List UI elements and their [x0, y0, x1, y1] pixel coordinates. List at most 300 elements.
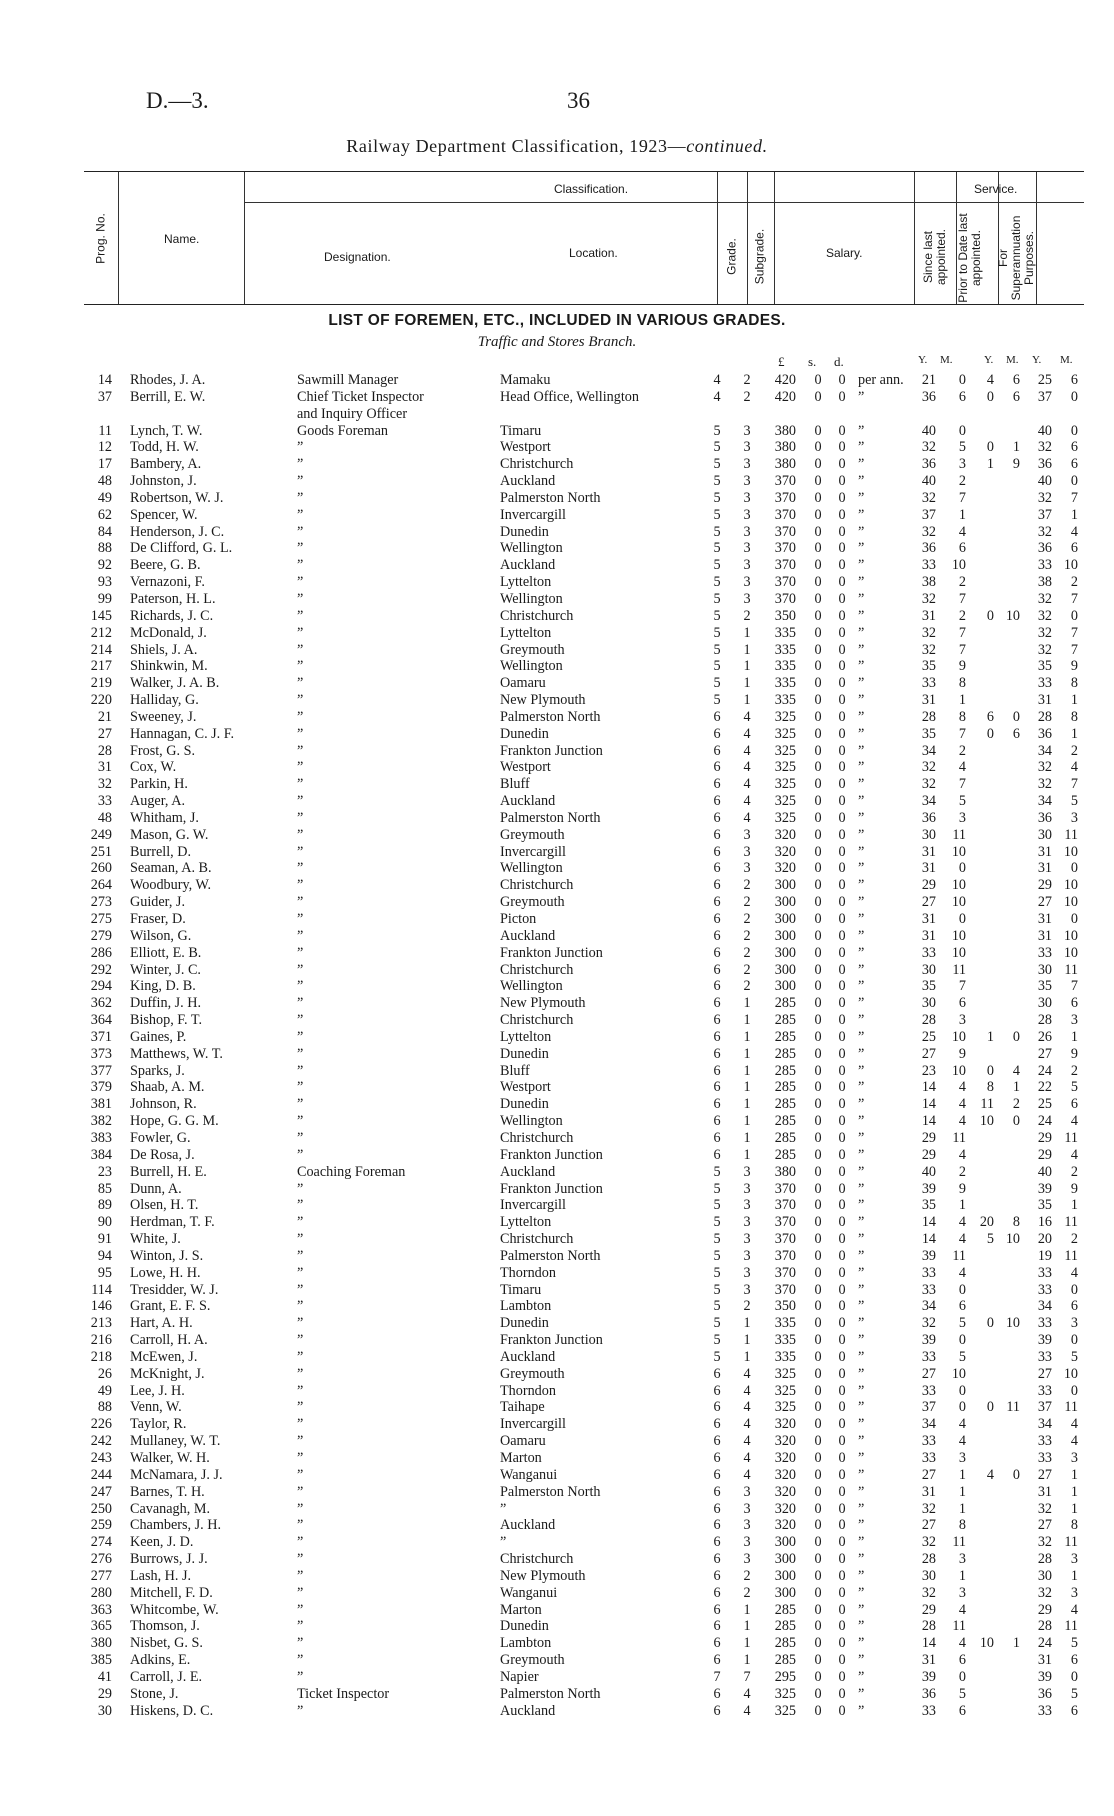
table-row	[0, 389, 1114, 406]
subgrade: 1	[743, 1045, 751, 1062]
header-superannuation: For Superannuation Purposes.	[996, 215, 1036, 301]
grade: 5	[713, 439, 721, 456]
designation: and Inquiry Officer	[297, 405, 408, 422]
salary-pounds: 320	[774, 1416, 796, 1433]
header-prior-to-date: Prior to Date last appointed.	[956, 213, 983, 303]
staff-name: Carroll, J. E.	[130, 1668, 203, 1685]
super-years: 26	[1037, 1028, 1052, 1045]
since-last-months: 9	[958, 1180, 966, 1197]
prog-no: 292	[90, 961, 112, 978]
grade: 6	[713, 1601, 721, 1618]
since-last-months: 10	[951, 894, 966, 911]
super-months: 0	[1070, 1668, 1078, 1685]
designation: ”	[297, 1281, 304, 1298]
super-months: 10	[1063, 1365, 1078, 1382]
prog-no: 274	[90, 1534, 112, 1551]
salary-pence: 0	[838, 1062, 846, 1079]
salary-pounds: 325	[774, 742, 796, 759]
salary-pence: 0	[838, 422, 846, 439]
super-months: 6	[1070, 1298, 1078, 1315]
salary-period: ”	[858, 692, 865, 709]
super-months: 8	[1070, 675, 1078, 692]
prog-no: 89	[97, 1197, 112, 1214]
super-years: 34	[1037, 793, 1052, 810]
table-row	[0, 1585, 1114, 1602]
grade: 6	[713, 860, 721, 877]
super-years: 27	[1037, 1365, 1052, 1382]
location: Oamaru	[500, 675, 546, 692]
salary-pounds: 325	[774, 809, 796, 826]
salary-shillings: 0	[814, 1365, 822, 1382]
prog-no: 380	[90, 1635, 112, 1652]
since-last-months: 10	[951, 927, 966, 944]
header-grade: Grade.	[724, 238, 739, 275]
subgrade: 4	[743, 742, 751, 759]
location: Christchurch	[500, 607, 574, 624]
grade: 6	[713, 793, 721, 810]
salary-pounds: 370	[774, 523, 796, 540]
staff-name: White, J.	[130, 1231, 181, 1248]
since-last-months: 0	[958, 1281, 966, 1298]
designation: ”	[297, 995, 304, 1012]
salary-pounds: 320	[774, 1483, 796, 1500]
since-last-months: 11	[952, 1618, 966, 1635]
salary-shillings: 0	[814, 995, 822, 1012]
super-years: 35	[1037, 978, 1052, 995]
designation: ”	[297, 641, 304, 658]
designation: ”	[297, 809, 304, 826]
salary-shillings: 0	[814, 1483, 822, 1500]
table-row	[0, 1147, 1114, 1164]
prog-no: 277	[90, 1567, 112, 1584]
since-last-years: 27	[921, 1365, 936, 1382]
salary-period: ”	[858, 1247, 865, 1264]
grade: 6	[713, 927, 721, 944]
location: Palmerston North	[500, 1483, 601, 1500]
since-last-months: 3	[958, 1450, 966, 1466]
salary-pence: 0	[838, 877, 846, 894]
salary-pence: 0	[838, 641, 846, 658]
super-years: 32	[1037, 776, 1052, 793]
prog-no: 373	[90, 1045, 112, 1062]
salary-pounds: 320	[774, 1500, 796, 1517]
staff-name: Burrell, D.	[130, 843, 192, 860]
designation: ”	[297, 776, 304, 793]
super-months: 0	[1070, 422, 1078, 439]
since-last-months: 10	[951, 944, 966, 961]
grade: 6	[713, 1584, 721, 1601]
super-years: 33	[1037, 1433, 1052, 1450]
grade: 6	[713, 843, 721, 860]
since-last-years: 39	[921, 1247, 936, 1264]
salary-pence: 0	[838, 1635, 846, 1652]
table-row	[0, 1164, 1114, 1181]
prog-no: 280	[90, 1584, 112, 1601]
salary-pounds: 295	[774, 1668, 796, 1685]
super-years: 27	[1037, 894, 1052, 911]
since-last-years: 33	[921, 1281, 936, 1298]
super-months: 8	[1070, 1517, 1078, 1534]
salary-pounds: 370	[774, 1264, 796, 1281]
since-last-months: 7	[958, 725, 966, 742]
prior-years: 0	[986, 439, 994, 456]
salary-pounds: 370	[774, 574, 796, 591]
super-years: 27	[1037, 1045, 1052, 1062]
staff-name: Elliott, E. B.	[130, 944, 202, 961]
prog-no: 212	[90, 624, 112, 641]
prog-no: 244	[90, 1466, 112, 1483]
salary-shillings: 0	[814, 1298, 822, 1315]
grade: 6	[713, 961, 721, 978]
staff-name: King, D. B.	[130, 978, 196, 995]
salary-pence: 0	[838, 944, 846, 961]
super-months: 10	[1063, 557, 1078, 574]
salary-period: ”	[858, 1348, 865, 1365]
since-last-years: 31	[921, 607, 936, 624]
salary-period: ”	[858, 759, 865, 776]
since-last-months: 11	[952, 1129, 966, 1146]
since-last-months: 2	[958, 742, 966, 759]
salary-shillings: 0	[814, 574, 822, 591]
since-last-months: 4	[958, 1096, 966, 1113]
salary-pounds: 335	[774, 624, 796, 641]
location: ”	[500, 1534, 507, 1551]
super-months: 6	[1070, 1096, 1078, 1113]
prog-no: 23	[97, 1163, 112, 1180]
staff-name: Whitcombe, W.	[130, 1601, 219, 1618]
grade: 6	[713, 1382, 721, 1399]
salary-pounds: 335	[774, 1315, 796, 1332]
super-years: 35	[1037, 1197, 1052, 1214]
location: Christchurch	[500, 877, 574, 894]
prog-no: 362	[90, 995, 112, 1012]
salary-shillings: 0	[814, 422, 822, 439]
since-last-years: 14	[921, 1214, 936, 1231]
grade: 5	[713, 1315, 721, 1332]
salary-period: ”	[858, 1096, 865, 1113]
super-months: 0	[1070, 607, 1078, 624]
since-last-months: 3	[958, 1551, 966, 1568]
super-years: 38	[1037, 574, 1052, 591]
subgrade: 4	[743, 725, 751, 742]
salary-pounds: 320	[774, 826, 796, 843]
super-months: 11	[1064, 826, 1078, 843]
super-years: 31	[1037, 927, 1052, 944]
salary-pence: 0	[838, 911, 846, 927]
designation: ”	[297, 590, 304, 607]
subgrade: 4	[743, 1450, 751, 1466]
salary-period: ”	[858, 1500, 865, 1517]
since-last-months: 7	[958, 624, 966, 641]
salary-shillings: 0	[814, 1348, 822, 1365]
salary-period: ”	[858, 1618, 865, 1635]
salary-pounds: 370	[774, 1197, 796, 1214]
staff-name: Bishop, F. T.	[130, 1012, 203, 1029]
subgrade: 4	[743, 776, 751, 793]
table-row	[0, 1686, 1114, 1703]
prior-months: 6	[1012, 388, 1020, 405]
salary-period: ”	[858, 978, 865, 995]
subgrade: 4	[743, 1416, 751, 1433]
designation: ”	[297, 1382, 304, 1399]
since-last-years: 14	[921, 1635, 936, 1652]
prog-no: 251	[90, 843, 112, 860]
location: Wellington	[500, 1113, 563, 1130]
location: Palmerston North	[500, 1247, 601, 1264]
location: Timaru	[500, 1281, 542, 1298]
since-last-years: 25	[921, 1028, 936, 1045]
since-last-months: 9	[958, 658, 966, 675]
since-last-years: 35	[921, 1197, 936, 1214]
location: Westport	[500, 759, 551, 776]
salary-pounds: 370	[774, 1180, 796, 1197]
salary-pence: 0	[838, 574, 846, 591]
grade: 5	[713, 1197, 721, 1214]
designation: ”	[297, 1197, 304, 1214]
designation: ”	[297, 574, 304, 591]
super-months: 0	[1070, 473, 1078, 490]
salary-pounds: 370	[774, 1281, 796, 1298]
salary-period: ”	[858, 1567, 865, 1584]
location: Marton	[500, 1601, 542, 1618]
super-months: 2	[1070, 1231, 1078, 1248]
table-row	[0, 1282, 1114, 1299]
location: Auckland	[500, 793, 556, 810]
salary-pence: 0	[838, 607, 846, 624]
since-last-years: 34	[921, 1416, 936, 1433]
prog-no: 31	[97, 759, 112, 776]
salary-shillings: 0	[814, 1332, 822, 1349]
super-months: 11	[1064, 1534, 1078, 1551]
salary-period: ”	[858, 1129, 865, 1146]
table-row	[0, 962, 1114, 979]
salary-shillings: 0	[814, 439, 822, 456]
salary-pence: 0	[838, 826, 846, 843]
salary-period: ”	[858, 1079, 865, 1096]
prior-months: 0	[1012, 1113, 1020, 1130]
super-years: 30	[1037, 826, 1052, 843]
salary-period: ”	[858, 1264, 865, 1281]
salary-pence: 0	[838, 1668, 846, 1685]
since-last-years: 35	[921, 978, 936, 995]
prog-no: 28	[97, 742, 112, 759]
salary-shillings: 0	[814, 961, 822, 978]
designation: ”	[297, 911, 304, 927]
salary-period: ”	[858, 1315, 865, 1332]
table-row	[0, 995, 1114, 1012]
designation: ”	[297, 1702, 304, 1719]
salary-period: ”	[858, 944, 865, 961]
salary-pence: 0	[838, 372, 846, 388]
salary-pence: 0	[838, 624, 846, 641]
table-row	[0, 642, 1114, 659]
table-row	[0, 692, 1114, 709]
salary-pounds: 325	[774, 759, 796, 776]
salary-shillings: 0	[814, 1534, 822, 1551]
prog-no: 243	[90, 1450, 112, 1466]
designation: ”	[297, 692, 304, 709]
super-years: 37	[1037, 506, 1052, 523]
salary-shillings: 0	[814, 456, 822, 473]
salary-shillings: 0	[814, 1012, 822, 1029]
super-years: 29	[1037, 1146, 1052, 1163]
salary-shillings: 0	[814, 911, 822, 927]
super-months: 6	[1070, 1652, 1078, 1669]
since-last-years: 23	[921, 1062, 936, 1079]
since-last-years: 33	[921, 1433, 936, 1450]
super-months: 11	[1064, 961, 1078, 978]
salary-pence: 0	[838, 1450, 846, 1466]
salary-pounds: 335	[774, 675, 796, 692]
prog-no: 219	[90, 675, 112, 692]
designation: ”	[297, 1365, 304, 1382]
designation: ”	[297, 624, 304, 641]
designation: Ticket Inspector	[297, 1685, 390, 1702]
header-designation: Designation.	[324, 250, 391, 264]
location: Christchurch	[500, 1129, 574, 1146]
since-last-years: 40	[921, 473, 936, 490]
prior-months: 6	[1012, 725, 1020, 742]
designation: ”	[297, 540, 304, 557]
salary-shillings: 0	[814, 1028, 822, 1045]
location: Invercargill	[500, 506, 566, 523]
subgrade: 3	[743, 473, 751, 490]
since-last-years: 27	[921, 1517, 936, 1534]
super-years: 36	[1037, 456, 1052, 473]
subgrade: 1	[743, 1113, 751, 1130]
super-months: 3	[1070, 809, 1078, 826]
subgrade: 3	[743, 1264, 751, 1281]
staff-name: Herdman, T. F.	[130, 1214, 215, 1231]
since-last-months: 6	[958, 388, 966, 405]
designation: ”	[297, 1062, 304, 1079]
since-last-months: 1	[958, 1500, 966, 1517]
grade: 6	[713, 742, 721, 759]
super-years: 39	[1037, 1332, 1052, 1349]
grade: 6	[713, 759, 721, 776]
since-last-months: 3	[958, 1012, 966, 1029]
prog-no: 279	[90, 927, 112, 944]
grade: 6	[713, 1551, 721, 1568]
table-row	[0, 776, 1114, 793]
super-years: 30	[1037, 1567, 1052, 1584]
staff-name: Vernazoni, F.	[130, 574, 205, 591]
prior-months: 8	[1012, 1214, 1020, 1231]
unit-months-since: M.	[940, 354, 953, 366]
designation: ”	[297, 1517, 304, 1534]
since-last-years: 33	[921, 1264, 936, 1281]
since-last-months: 10	[951, 843, 966, 860]
salary-pounds: 300	[774, 877, 796, 894]
salary-pence: 0	[838, 1534, 846, 1551]
since-last-years: 32	[921, 1584, 936, 1601]
prog-no: 48	[97, 473, 112, 490]
salary-shillings: 0	[814, 708, 822, 725]
unit-months-prior: M.	[1006, 354, 1019, 366]
super-months: 0	[1070, 911, 1078, 927]
super-months: 5	[1070, 1348, 1078, 1365]
since-last-years: 27	[921, 1466, 936, 1483]
salary-period: ”	[858, 1146, 865, 1163]
since-last-years: 31	[921, 843, 936, 860]
super-months: 7	[1070, 776, 1078, 793]
prior-years: 0	[986, 388, 994, 405]
grade: 4	[713, 372, 721, 388]
super-years: 34	[1037, 1416, 1052, 1433]
super-years: 35	[1037, 658, 1052, 675]
super-months: 1	[1070, 506, 1078, 523]
staff-name: Hope, G. G. M.	[130, 1113, 219, 1130]
location: Lyttelton	[500, 624, 552, 641]
table-row	[0, 810, 1114, 827]
super-months: 7	[1070, 590, 1078, 607]
since-last-years: 31	[921, 692, 936, 709]
location: Wellington	[500, 978, 563, 995]
since-last-years: 39	[921, 1668, 936, 1685]
designation: ”	[297, 961, 304, 978]
salary-pence: 0	[838, 860, 846, 877]
table-row	[0, 1399, 1114, 1416]
salary-shillings: 0	[814, 1500, 822, 1517]
salary-pence: 0	[838, 1584, 846, 1601]
subgrade: 2	[743, 961, 751, 978]
location: Westport	[500, 439, 551, 456]
super-years: 32	[1037, 489, 1052, 506]
salary-pence: 0	[838, 1416, 846, 1433]
salary-pence: 0	[838, 809, 846, 826]
staff-name: Dunn, A.	[130, 1180, 182, 1197]
subgrade: 1	[743, 995, 751, 1012]
location: Thorndon	[500, 1264, 556, 1281]
list-title: LIST OF FOREMEN, ETC., INCLUDED IN VARIOUS GRADES.	[328, 312, 786, 329]
staff-name: Halliday, G.	[130, 692, 199, 709]
prior-months: 10	[1005, 607, 1020, 624]
since-last-years: 37	[921, 1399, 936, 1416]
super-years: 32	[1037, 523, 1052, 540]
salary-shillings: 0	[814, 388, 822, 405]
designation: ”	[297, 1298, 304, 1315]
salary-period: ”	[858, 1214, 865, 1231]
since-last-years: 36	[921, 456, 936, 473]
since-last-months: 7	[958, 776, 966, 793]
super-months: 8	[1070, 708, 1078, 725]
prog-no: 41	[97, 1668, 112, 1685]
super-months: 5	[1070, 1079, 1078, 1096]
table-row	[0, 372, 1114, 389]
prog-no: 30	[97, 1702, 112, 1719]
staff-name: Venn, W.	[130, 1399, 182, 1416]
prog-no: 276	[90, 1551, 112, 1568]
super-months: 10	[1063, 927, 1078, 944]
grade: 6	[713, 1416, 721, 1433]
since-last-years: 32	[921, 1534, 936, 1551]
table-row	[0, 1113, 1114, 1130]
subgrade: 3	[743, 1180, 751, 1197]
since-last-years: 39	[921, 1332, 936, 1349]
grade: 5	[713, 456, 721, 473]
super-months: 1	[1070, 1567, 1078, 1584]
staff-name: Woodbury, W.	[130, 877, 212, 894]
location: Christchurch	[500, 456, 574, 473]
location: Lambton	[500, 1635, 552, 1652]
subgrade: 3	[743, 1551, 751, 1568]
super-years: 33	[1037, 1450, 1052, 1466]
salary-pence: 0	[838, 1365, 846, 1382]
prog-no: 217	[90, 658, 112, 675]
super-months: 11	[1064, 1247, 1078, 1264]
super-years: 32	[1037, 1534, 1052, 1551]
grade: 6	[713, 1028, 721, 1045]
